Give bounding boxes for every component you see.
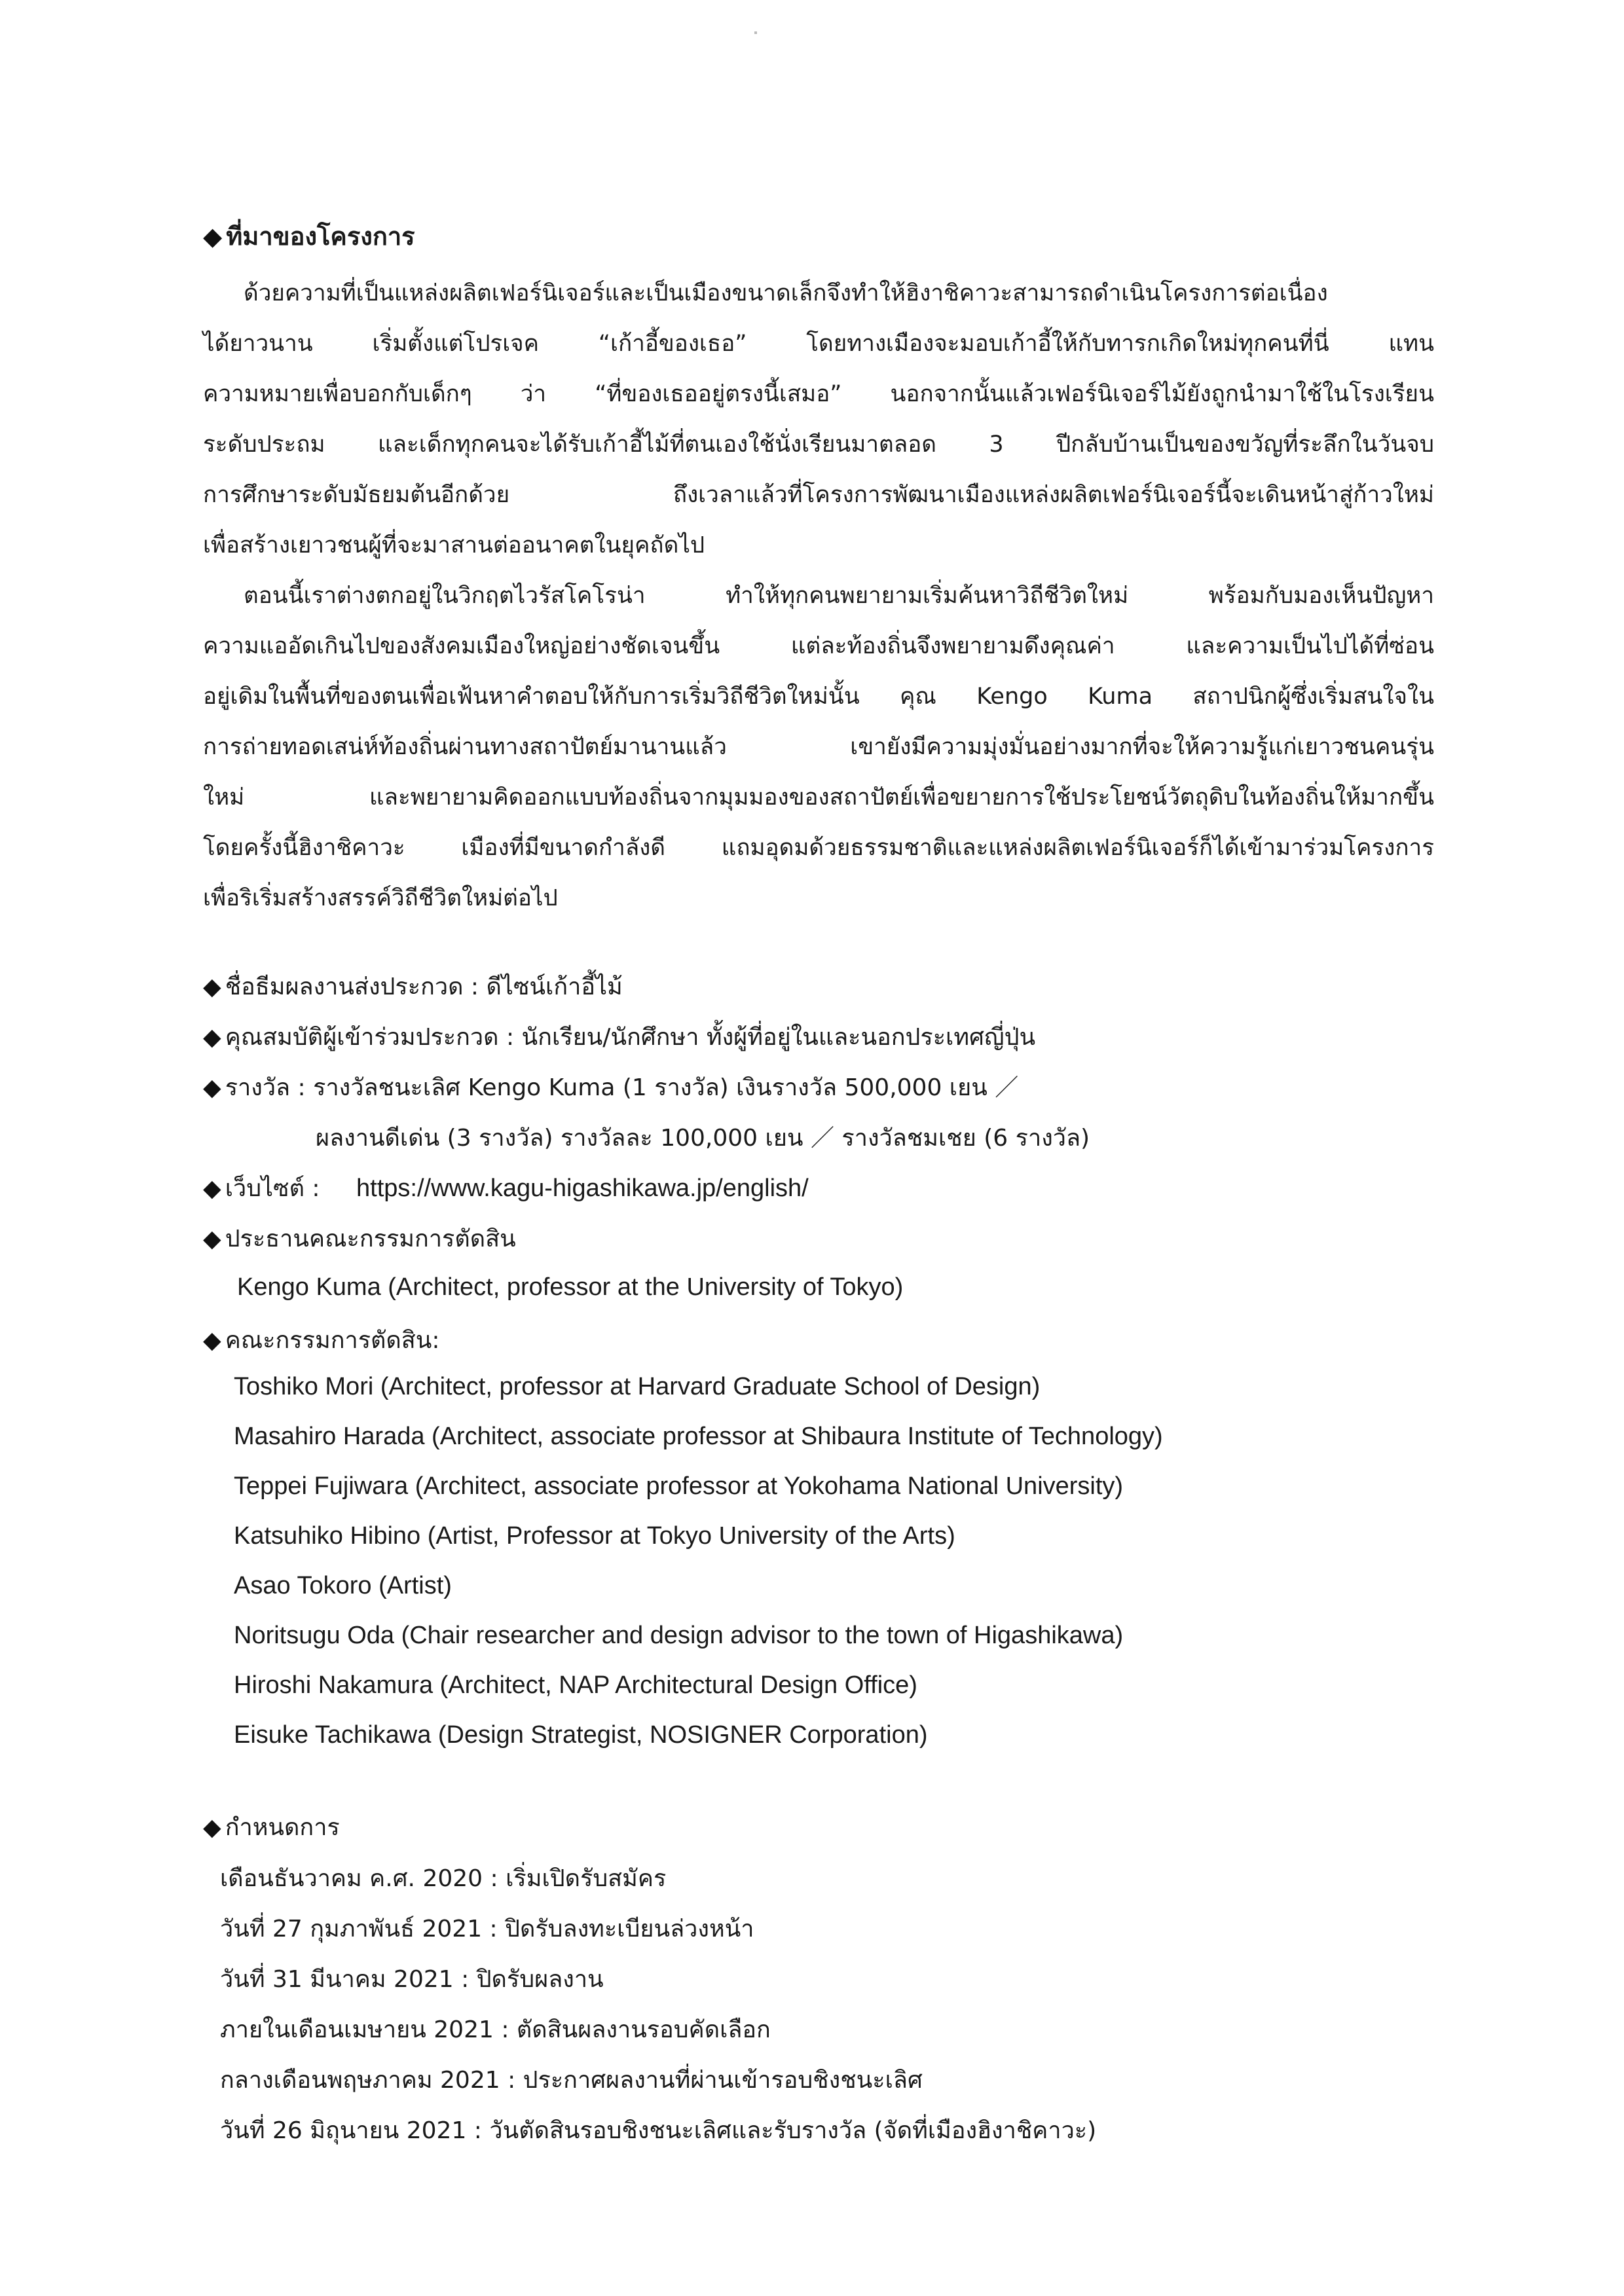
website-item [203,1169,809,1207]
awards-line-2: ผลงานดีเด่น (3 รางวัล) รางวัลละ 100,000 เยน ／ รางวัลชมเชย (6 รางวัล) [316,1125,1090,1152]
schedule-entry: ภายในเดือนเมษายน 2021 : ตัดสินผลงานรอบคัดเลือก [220,2016,771,2043]
paragraph-1-line: ความหมายเพื่อบอกกับเด็กๆ ว่า “ที่ของเธออยู่ตรงนี้เสมอ” นอกจากนั้นแล้วเฟอร์นิเจอร์ไม้ยังถูกนำมาใช้ในโรงเรียน [203,381,1434,407]
diamond-bullet-icon: ◆ [203,1814,221,1841]
schedule-entry: กลางเดือนพฤษภาคม 2021 : ประกาศผลงานที่ผ่านเข้ารอบชิงชนะเลิศ [220,2067,923,2094]
judges-item [203,1321,440,1358]
schedule-entry: วันที่ 26 มิถุนายน 2021 : วันตัดสินรอบชิงชนะเลิศและรับรางวัล (จัดที่เมืองฮิงาชิคาวะ) [220,2117,1097,2144]
judge-entry: Toshiko Mori (Architect, professor at Harvard Graduate School of Design) [234,1373,1041,1400]
chair-judge-name: Kengo Kuma (Architect, professor at the University of Tokyo) [237,1273,904,1301]
paragraph-2-line: ความแออัดเกินไปของสังคมเมืองใหญ่อย่างชัดเจนขึ้น แต่ละท้องถิ่นจึงพยายามดึงคุณค่า และความเป็นไปได้ที่ซ่อน [203,633,1434,659]
paragraph-1-line: เพื่อสร้างเยาวชนผู้ที่จะมาสานต่ออนาคตในยุคถัดไป [203,532,705,558]
chair-judge-label: ประธานคณะกรรมการตัดสิน [225,1226,516,1252]
schedule-item [203,1808,340,1846]
diamond-bullet-icon: ◆ [203,974,221,1000]
section-heading-background [203,216,415,256]
paragraph-1-line: ระดับประถม และเด็กทุกคนจะได้รับเก้าอี้ไม้ที่ตนเองใช้นั่งเรียนมาตลอด 3 ปีกลับบ้านเป็นของขวัญที่ระลึกในวันจบ [203,431,1434,458]
paragraph-2-line: เพื่อริเริ่มสร้างสรรค์วิถีชีวิตใหม่ต่อไป [203,885,558,911]
schedule-entry: เดือนธันวาคม ค.ศ. 2020 : เริ่มเปิดรับสมัคร [220,1865,667,1892]
diamond-bullet-icon: ◆ [203,1327,221,1354]
diamond-bullet-icon: ◆ [203,1226,221,1252]
eligibility-item [203,1018,1035,1055]
paragraph-2-line: ตอนนี้เราต่างตกอยู่ในวิกฤตไวรัสโคโรน่า ทำให้ทุกคนพยายามเริ่มค้นหาวิถีชีวิตใหม่ พร้อมกับมองเห็นปัญหา [244,583,1434,609]
judge-entry: Katsuhiko Hibino (Artist, Professor at Tokyo University of the Arts) [234,1522,955,1550]
judge-entry: Masahiro Harada (Architect, associate professor at Shibaura Institute of Technology) [234,1423,1163,1450]
judge-entry: Eisuke Tachikawa (Design Strategist, NOSIGNER Corporation) [234,1721,928,1749]
website-url[interactable]: https://www.kagu-higashikawa.jp/english/ [356,1175,809,1202]
judge-entry: Noritsugu Oda (Chair researcher and design advisor to the town of Higashikawa) [234,1622,1124,1649]
paragraph-1-line: ด้วยความที่เป็นแหล่งผลิตเฟอร์นิเจอร์และเป็นเมืองขนาดเล็กจึงทำให้ฮิงาชิคาวะสามารถดำเนินโครงการต่อเนื่อง [244,280,1328,306]
schedule-label: กำหนดการ [225,1814,340,1841]
paragraph-2-line: อยู่เดิมในพื้นที่ของตนเพื่อเฟ้นหาคำตอบให้กับการเริ่มวิถีชีวิตใหม่นั้น คุณ Kengo Kuma สถาปนิกผู้ซึ่งเริ่มสนใจใน [203,683,1434,710]
paragraph-2-line: โดยครั้งนี้ฮิงาชิคาวะ เมืองที่มีขนาดกำลังดี แถมอุดมด้วยธรรมชาติและแหล่งผลิตเฟอร์นิเจอร์ก็ได้เข้ามาร่วมโครงการ [203,835,1434,861]
judge-entry: Asao Tokoro (Artist) [234,1572,452,1599]
awards-item [203,1068,1018,1106]
heading-text: ที่มาของโครงการ [226,222,415,251]
eligibility-text: คุณสมบัติผู้เข้าร่วมประกวด : นักเรียน/นักศึกษา ทั้งผู้ที่อยู่ในและนอกประเทศญี่ปุ่น [225,1024,1036,1051]
website-label: เว็บไซต์ : [225,1175,320,1202]
diamond-bullet-icon: ◆ [203,1175,221,1202]
schedule-entry: วันที่ 27 กุมภาพันธ์ 2021 : ปิดรับลงทะเบียนล่วงหน้า [220,1916,754,1942]
paragraph-1-line: ได้ยาวนาน เริ่มตั้งแต่โปรเจค “เก้าอี้ของเธอ” โดยทางเมืองจะมอบเก้าอี้ให้กับทารกเกิดใหม่ทุกคนที่นี่ แทน [203,331,1434,357]
judge-entry: Hiroshi Nakamura (Architect, NAP Architectural Design Office) [234,1671,917,1699]
diamond-bullet-icon: ◆ [203,1024,221,1051]
judges-label: คณะกรรมการตัดสิน: [225,1327,440,1354]
theme-text: ชื่อธีมผลงานส่งประกวด : ดีไซน์เก้าอี้ไม้ [225,974,623,1000]
diamond-bullet-icon: ◆ [203,222,223,251]
judge-entry: Teppei Fujiwara (Architect, associate professor at Yokohama National University) [234,1472,1124,1500]
paragraph-2-line: การถ่ายทอดเสน่ห์ท้องถิ่นผ่านทางสถาปัตย์มานานแล้ว เขายังมีความมุ่งมั่นอย่างมากที่จะให้ความรู้แก่เยาวชนคนรุ่น [203,734,1434,760]
scan-speck [754,31,757,34]
diamond-bullet-icon: ◆ [203,1074,221,1101]
theme-item [203,968,623,1005]
chair-judge-item [203,1220,516,1257]
paragraph-1-line: การศึกษาระดับมัธยมต้นอีกด้วย ถึงเวลาแล้วที่โครงการพัฒนาเมืองแหล่งผลิตเฟอร์นิเจอร์นี้จะเดินหน้าสู่ก้าวใหม่ [203,482,1434,508]
paragraph-2-line: ใหม่ และพยายามคิดออกแบบท้องถิ่นจากมุมมองของสถาปัตย์เพื่อขยายการใช้ประโยชน์วัตถุดิบในท้องถิ่นให้มากขึ้น [203,784,1434,811]
awards-line-1: รางวัล : รางวัลชนะเลิศ Kengo Kuma (1 รางวัล) เงินรางวัล 500,000 เยน ／ [225,1074,1019,1101]
schedule-entry: วันที่ 31 มีนาคม 2021 : ปิดรับผลงาน [220,1966,604,1993]
